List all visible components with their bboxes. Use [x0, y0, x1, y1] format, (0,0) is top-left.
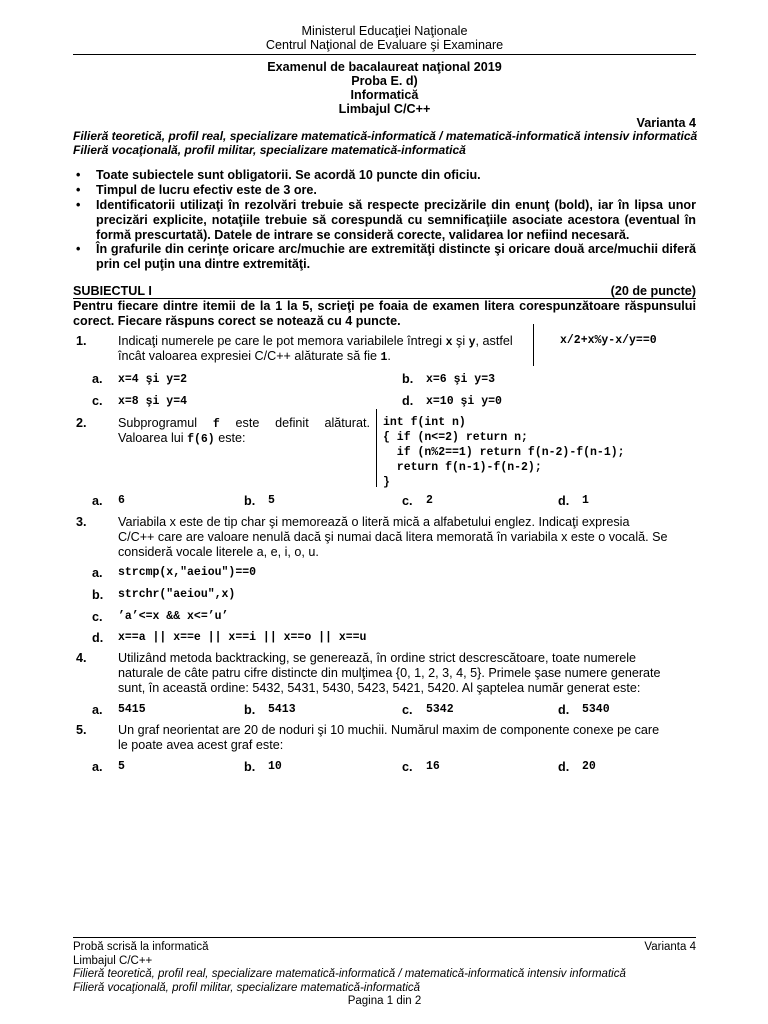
option-text: 5342 [426, 703, 454, 716]
option-letter: a. [92, 494, 103, 508]
option-text: strcmp(x,"aeiou")==0 [118, 566, 257, 579]
header-divider [73, 54, 696, 55]
subject-title: SUBIECTUL I [73, 284, 152, 298]
option-text: 5 [118, 760, 125, 773]
filiera-line-2: Filieră vocaţională, profil militar, specializare matematică-informatică [73, 143, 466, 157]
code-line: } [383, 476, 390, 489]
question-number: 4. [76, 651, 87, 665]
question-text-line: consideră vocale literele a, e, i, o, u. [118, 545, 319, 559]
bullet-icon: • [76, 183, 81, 197]
bullet-icon: • [76, 242, 81, 256]
footer-divider [73, 937, 696, 938]
option-text: x==a || x==e || x==i || x==o || x==u [118, 631, 367, 644]
option-letter: c. [402, 494, 413, 508]
question-number: 1. [76, 334, 87, 348]
code-divider [533, 324, 534, 366]
option-letter: a. [92, 566, 103, 580]
footer-exam: Probă scrisă la informatică [73, 941, 209, 953]
option-text: ’a’<=x && x<=’u’ [118, 610, 229, 623]
ministry-name: Ministerul Educaţiei Naţionale [301, 24, 468, 38]
question-text-line: Valoarea lui f(6) este: [118, 431, 246, 446]
option-text: x=10 şi y=0 [426, 395, 502, 408]
option-text: 10 [268, 760, 282, 773]
option-letter: c. [402, 703, 413, 717]
question-text-line: Subprogramul f este definit alăturat. [118, 416, 370, 431]
option-text: 5340 [582, 703, 610, 716]
option-letter: a. [92, 760, 103, 774]
option-text: 5 [268, 494, 275, 507]
question-text-line: Un graf neorientat are 20 de noduri şi 10 muchii. Numărul maxim de componente conexe pe care [118, 723, 660, 737]
instruction-item: Toate subiectele sunt obligatorii. Se acordă 10 puncte din oficiu. [96, 168, 481, 182]
code-line: return f(n-1)-f(n-2); [383, 461, 542, 474]
option-letter: d. [92, 631, 104, 645]
center-name: Centrul Naţional de Evaluare şi Examinare [265, 38, 504, 52]
option-text: 2 [426, 494, 433, 507]
option-text: 5415 [118, 703, 146, 716]
filiera-line-1: Filieră teoretică, profil real, specializare matematică-informatică / matematică-informatică intensiv informatică [73, 129, 698, 143]
question-number: 5. [76, 723, 87, 737]
option-letter: d. [558, 703, 570, 717]
option-letter: b. [92, 588, 104, 602]
subject-intro: Pentru fiecare dintre itemii de la 1 la 5, scrieţi pe foaia de examen litera corespunzătoare răspunsului corect. Fiecare răspuns corect se notează cu 4 puncte. [73, 299, 696, 328]
option-text: x=8 şi y=4 [118, 395, 188, 408]
instruction-item: Identificatorii utilizaţi în rezolvări trebuie să respecte precizările din enunţ (bold), iar în lipsa unor precizări explicite, notaţiile trebuie să corespundă cu semnificaţiile asociate acestora (eventual în formă prescurtată). Datele de intrare se consideră corecte, validarea lor nefiind necesară. [96, 198, 696, 242]
exam-title: Examenul de bacalaureat naţional 2019 [267, 60, 502, 74]
option-text: strchr("aeiou",x) [118, 588, 236, 601]
option-letter: d. [558, 760, 570, 774]
question-text-line: Utilizând metoda backtracking, se generează, în ordine strict descrescătoare, toate numerele [118, 651, 637, 665]
option-letter: d. [558, 494, 570, 508]
code-line: { if (n<=2) return n; [383, 431, 528, 444]
option-text: 1 [582, 494, 589, 507]
code-line: int f(int n) [383, 416, 466, 429]
option-text: x=4 şi y=2 [118, 373, 188, 386]
footer-filiera-1: Filieră teoretică, profil real, specializare matematică-informatică / matematică-informatică intensiv informatică [73, 968, 626, 980]
instruction-item: Timpul de lucru efectiv este de 3 ore. [96, 183, 317, 197]
option-letter: c. [92, 610, 103, 624]
option-letter: b. [244, 703, 256, 717]
option-text: 16 [426, 760, 440, 773]
question-text-line: încât valoarea expresiei C/C++ alăturate să fie 1. [118, 349, 391, 364]
option-letter: b. [244, 760, 256, 774]
question-text-line: naturale de câte patru cifre distincte din mulţimea {0, 1, 2, 3, 4, 5}. Primele şase numere generate [118, 666, 661, 680]
expression: x/2+x%y-x/y==0 [560, 334, 657, 347]
code-divider [376, 409, 377, 487]
option-letter: a. [92, 372, 103, 386]
option-letter: b. [244, 494, 256, 508]
question-text-line: sunt, în această ordine: 5432, 5431, 5430, 5423, 5421, 5420. Al şaptelea număr generat este: [118, 681, 641, 695]
instruction-item: În grafurile din cerinţe oricare arc/muchie are extremităţi distincte şi oricare două arce/muchii diferă prin cel puţin una dintre extremităţi. [96, 242, 696, 271]
option-letter: b. [402, 372, 414, 386]
option-text: 20 [582, 760, 596, 773]
bullet-icon: • [76, 198, 81, 212]
bullet-icon: • [76, 168, 81, 182]
option-text: x=6 şi y=3 [426, 373, 496, 386]
page-number: Pagina 1 din 2 [347, 995, 422, 1007]
footer-filiera-2: Filieră vocaţională, profil militar, specializare matematică-informatică [73, 982, 421, 994]
question-text-line: C/C++ care are valoare nenulă dacă şi numai dacă litera memorată în variabila x este o vocală. Se [118, 530, 668, 544]
option-letter: d. [402, 394, 414, 408]
option-letter: c. [402, 760, 413, 774]
footer-variant: Varianta 4 [644, 941, 696, 953]
question-number: 2. [76, 416, 87, 430]
option-text: 5413 [268, 703, 296, 716]
option-text: 6 [118, 494, 125, 507]
code-line: if (n%2==1) return f(n-2)-f(n-1); [383, 446, 625, 459]
question-text-line: Variabila x este de tip char şi memorează o literă mică a alfabetului englez. Indicaţi expresia [118, 515, 630, 529]
option-letter: c. [92, 394, 103, 408]
variant-label: Varianta 4 [636, 116, 696, 130]
question-text-line: Indicaţi numerele pe care le pot memora variabilele întregi x şi y, astfel [118, 334, 513, 349]
exam-proba: Proba E. d) [351, 74, 418, 88]
question-text-line: le poate avea acest graf este: [118, 738, 284, 752]
exam-subject: Informatică [350, 88, 419, 102]
exam-language: Limbajul C/C++ [338, 102, 431, 116]
subject-points: (20 de puncte) [610, 284, 696, 298]
question-number: 3. [76, 515, 87, 529]
option-letter: a. [92, 703, 103, 717]
footer-language: Limbajul C/C++ [73, 955, 153, 967]
